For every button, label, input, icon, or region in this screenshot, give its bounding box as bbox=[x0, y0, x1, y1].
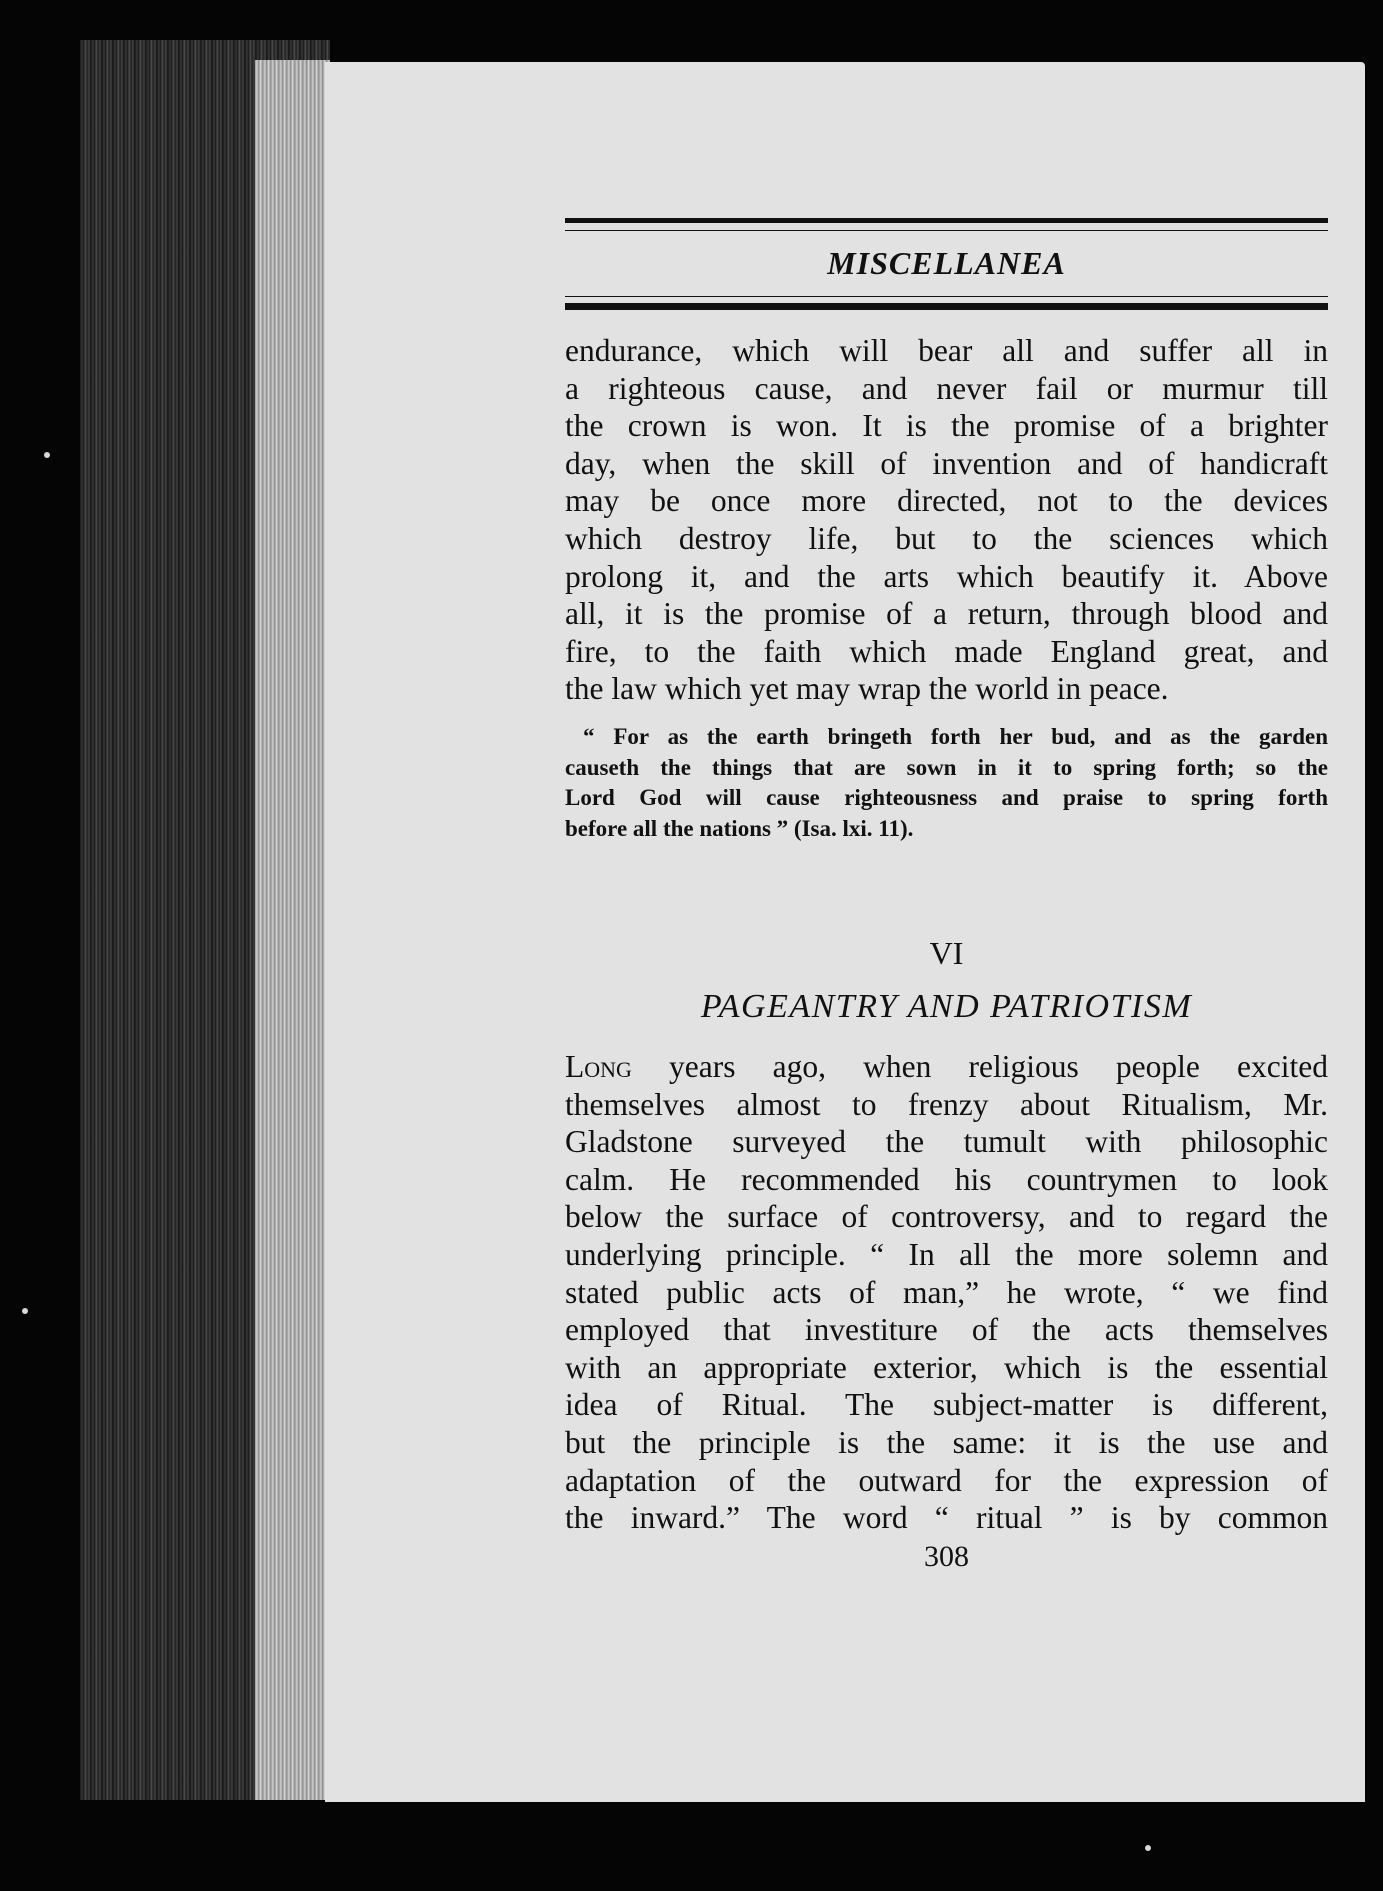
text-line: day, when the skill of invention and of handicraft bbox=[565, 445, 1328, 481]
first-line-text: years ago, when religious people excited bbox=[631, 1049, 1328, 1084]
text-line: with an appropriate exterior, which is the essential bbox=[565, 1349, 1328, 1385]
page-edge-leaves bbox=[255, 60, 330, 1800]
scan-speck bbox=[22, 1308, 28, 1314]
section-number: VI bbox=[929, 935, 964, 971]
text-line: endurance, which will bear all and suffer all in bbox=[565, 333, 1328, 368]
continued-paragraph bbox=[565, 332, 1328, 708]
header-rule-top bbox=[565, 218, 1328, 223]
text-line: the inward.” The word “ ritual ” is by common bbox=[565, 1500, 1328, 1536]
text-line bbox=[565, 1048, 1328, 1086]
section-title: PAGEANTRY AND PATRIOTISM bbox=[700, 988, 1193, 1025]
text-line: the law which yet may wrap the world in peace. bbox=[565, 671, 1169, 707]
text-line: stated public acts of man,” he wrote, “ we find bbox=[565, 1274, 1328, 1310]
text-line: prolong it, and the arts which beautify it. Above bbox=[565, 558, 1328, 594]
text-line: underlying principle. “ In all the more solemn and bbox=[565, 1236, 1328, 1272]
quote-line: causeth the things that are sown in it to spring forth; so the bbox=[565, 754, 1328, 780]
quote-line: before all the nations ” (Isa. lxi. 11). bbox=[565, 815, 914, 841]
scripture-quotation bbox=[565, 722, 1328, 844]
text-line: idea of Ritual. The subject-matter is different, bbox=[565, 1387, 1328, 1423]
text-line: which destroy life, but to the sciences which bbox=[565, 520, 1328, 556]
text-line: below the surface of controversy, and to regard the bbox=[565, 1199, 1328, 1235]
header-rule-top-thin bbox=[565, 230, 1328, 231]
text-line: adaptation of the outward for the expression of bbox=[565, 1462, 1328, 1498]
text-line: all, it is the promise of a return, through blood and bbox=[565, 596, 1328, 632]
text-line: Gladstone surveyed the tumult with philosophic bbox=[565, 1124, 1328, 1160]
page-number: 308 bbox=[924, 1540, 969, 1573]
text-line: themselves almost to frenzy about Ritualism, Mr. bbox=[565, 1086, 1328, 1122]
header-rule-bottom bbox=[565, 303, 1328, 310]
quote-line: “ For as the earth bringeth forth her bud, and as the garden bbox=[583, 724, 1328, 749]
running-title: MISCELLANEA bbox=[827, 245, 1066, 281]
text-line: fire, to the faith which made England great, and bbox=[565, 633, 1328, 669]
section-paragraph bbox=[565, 1048, 1328, 1537]
header-rule-bottom-thin bbox=[565, 296, 1328, 297]
scan-speck bbox=[1145, 1845, 1151, 1851]
text-line: may be once more directed, not to the devices bbox=[565, 483, 1328, 519]
quote-line: Lord God will cause righteousness and praise to spring forth bbox=[565, 785, 1328, 810]
text-line: a righteous cause, and never fail or murmur till bbox=[565, 370, 1328, 406]
text-line: but the principle is the same: it is the use and bbox=[565, 1424, 1328, 1460]
dropcap-word: Long bbox=[565, 1049, 632, 1084]
text-line: the crown is won. It is the promise of a brighter bbox=[565, 408, 1328, 444]
scan-speck bbox=[44, 452, 50, 458]
text-line: employed that investiture of the acts themselves bbox=[565, 1312, 1328, 1348]
text-line: calm. He recommended his countrymen to look bbox=[565, 1161, 1328, 1197]
